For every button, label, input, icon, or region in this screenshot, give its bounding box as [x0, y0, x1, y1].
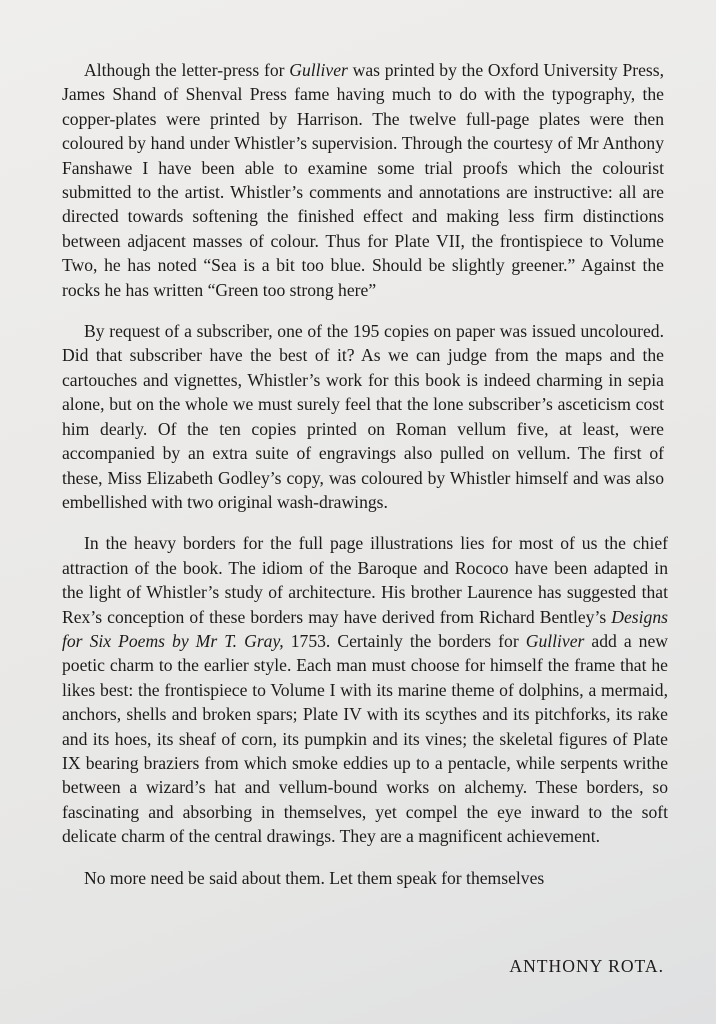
text-segment: By request of a subscriber, one of the 195 copies on paper was issued uncoloured. Did that subscriber have the best of it? As we can judge from the maps and the cartouches and vignettes, Whistler’s work for this book is indeed charming in sepia alone, but on the whole we must surely feel that the lone subscriber’s asceticism cost him dearly. Of the ten copies printed on Roman vellum five, at least, were accompanied by an extra suite of engravings also pulled on vellum. The first of these, Miss Elizabeth Godley’s copy, was coloured by Whistler himself and was also embellished with two original wash-drawings.	[62, 321, 664, 512]
document-page	[62, 58, 668, 976]
author-signature: ANTHONY ROTA.	[509, 956, 664, 976]
text-segment: 1753. Certainly the borders for	[283, 630, 526, 651]
italic-title-gulliver: Gulliver	[289, 60, 348, 80]
paragraph-closing	[62, 866, 664, 890]
text-segment: In the heavy borders for the full page illustrations lies for most of us the chief attraction of the book. The idiom of the Baroque and Rococo have been adapted in the light of Whistler’s study of architecture. His brother Laurence has suggested that Rex’s conception of these borders may have derived from Richard Bentley’s	[62, 533, 668, 627]
text-segment: was printed by the Oxford University Press, James Shand of Shenval Press fame having much to do with the typography, the copper-plates were printed by Harrison. The twelve full-page plates were then coloured by hand under Whistler’s supervision. Through the courtesy of Mr Anthony Fanshawe I have been able to examine some trial proofs which the colourist submitted to the artist. Whistler’s comments and annotations are instructive: all are directed towards softening the finished effect and making less firm distinctions between adjacent masses of colour. Thus for Plate VII, the frontispiece to Volume Two, he has noted “Sea is a bit too blue. Should be slightly greener.” Against the rocks he has written “Green too strong here”	[62, 60, 664, 300]
text-segment: add a new poetic charm to the earlier style. Each man must choose for himself the frame that he likes best: the frontispiece to Volume I with its marine theme of dolphins, a mermaid, anchors, shells and broken spars; Plate IV with its scythes and its pitchforks, its rake and its hoes, its sheaf of corn, its pumpkin and its vines; the skeletal figures of Plate IX bearing braziers from which smoke eddies up to a pentacle, while serpents writhe between a wizard’s hat and vellum-bound works on alchemy. These borders, so fascinating and absorbing in themselves, yet compel the eye inward to the soft delicate charm of the central drawings. They are a magnificent achievement.	[62, 630, 668, 847]
italic-title-gulliver: Gulliver	[525, 630, 585, 651]
paragraph-borders	[62, 531, 668, 848]
paragraph-uncoloured-copy	[62, 319, 664, 514]
text-segment: No more need be said about them. Let them speak for themselves	[84, 867, 545, 888]
italic-title-designs: Designs for Six Poems by Mr T. Gray,	[62, 606, 668, 651]
text-segment: Although the letter-press for	[84, 60, 290, 80]
paragraph-printing-and-colouring	[62, 58, 664, 302]
